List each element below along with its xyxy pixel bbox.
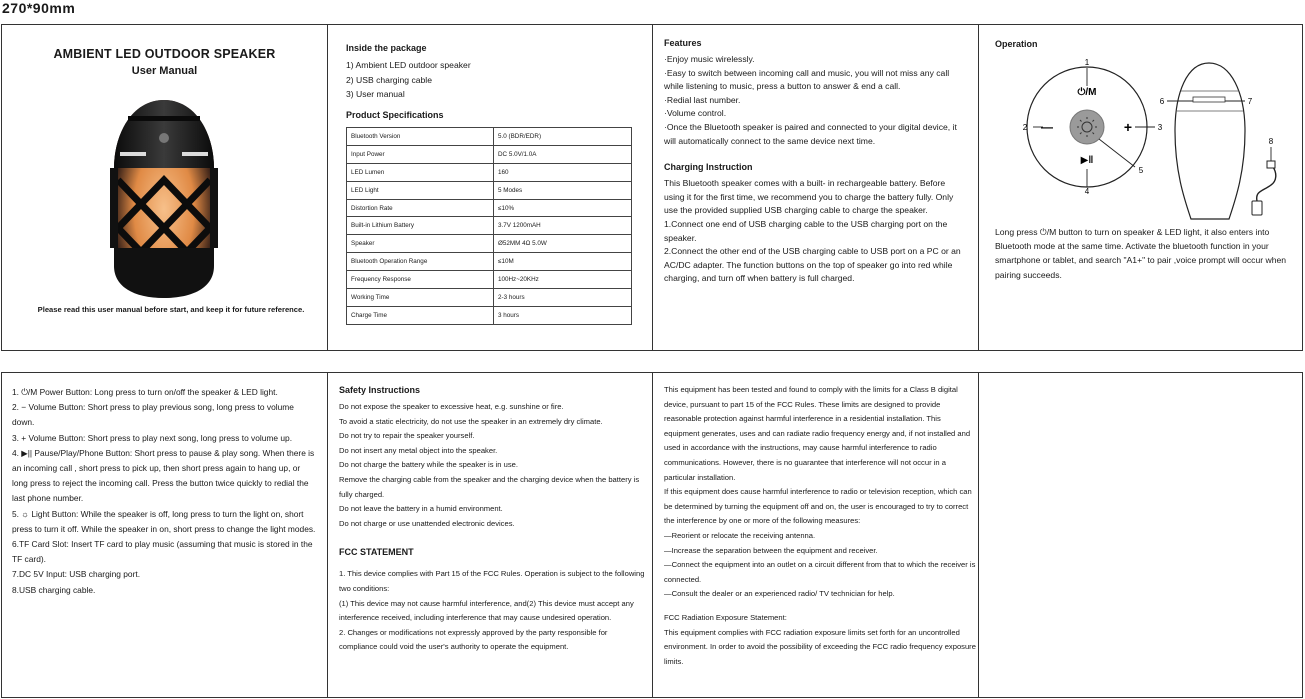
feature-line: ·Redial last number. (664, 94, 741, 105)
spec-value: 5.0 (BDR/EDR) (494, 128, 632, 146)
callout-5: 5 (1138, 166, 1144, 175)
compliance-measure: —Reorient or relocate the receiving antenna. (664, 530, 816, 540)
spec-label: LED Lumen (347, 163, 494, 181)
features-panel (653, 25, 978, 350)
spec-label: Frequency Response (347, 271, 494, 289)
power-mode-icon: ⏻/M (1077, 87, 1097, 98)
cover-title: AMBIENT LED OUTDOOR SPEAKER (53, 47, 276, 61)
spec-value: 5 Modes (494, 181, 632, 199)
spec-row (347, 271, 632, 289)
callout-3: 3 (1157, 123, 1163, 132)
charging-paragraph: This Bluetooth speaker comes with a built- in rechargeable battery. Before using it for the first time, we recommend you to charge the battery fully. Only use the provided supplied USB charging cable to charge the speaker. (664, 178, 954, 216)
package-item: 3) User manual (346, 89, 405, 99)
speaker-product-image (108, 98, 220, 300)
spec-value: Ø52MM 4Ω 5.0W (494, 235, 632, 253)
compliance-measure: —Consult the dealer or an experienced radio/ TV technician for help. (664, 589, 895, 599)
feature-line: ·Once the Bluetooth speaker is paired and connected to your digital device, it will automatically connect to the same device next time. (664, 121, 957, 146)
fcc-line: (1) This device may not cause harmful interference, and(2) This device must accept any interference received, including interference that may cause undesired operation. (339, 598, 634, 623)
button-functions-panel (2, 373, 327, 697)
manual-front-sheet (1, 24, 1303, 351)
spec-row (347, 217, 632, 235)
fcc-line: 1. This device complies with Part 15 of the FCC Rules. Operation is subject to the following two conditions: (339, 569, 645, 593)
button-layout-diagram (995, 51, 1295, 226)
compliance-paragraph: If this equipment does cause harmful interference to radio or television reception, which can be determined by turning the equipment off and on, the user is encouraged to try to correct the interference by one or more of the following measures: (664, 487, 972, 526)
safety-heading: Safety Instructions (339, 385, 421, 395)
package-item: 2) USB charging cable (346, 74, 432, 85)
callout-7: 7 (1247, 97, 1253, 106)
spec-row (347, 181, 632, 199)
specs-heading: Product Specifications (346, 109, 444, 120)
features-heading: Features (664, 38, 702, 48)
play-pause-icon: ▶‖ (1080, 155, 1094, 166)
spec-label: Bluetooth Version (347, 128, 494, 146)
safety-line: Do not insert any metal object into the speaker. (339, 445, 498, 455)
speaker-side-outline (1175, 63, 1245, 219)
charging-paragraph: 1.Connect one end of USB charging cable to the USB charging port on the speaker. (664, 218, 948, 243)
feature-line: ·Easy to switch between incoming call and music, you will not miss any call while listening to music, press a button to answer & end a call. (664, 67, 950, 92)
spec-label: Built-in Lithium Battery (347, 217, 494, 235)
button-function-line: 7.DC 5V Input: USB charging port. (12, 569, 141, 580)
dimension-label: 270*90mm (2, 0, 76, 16)
spec-value: 2-3 hours (494, 289, 632, 307)
blank-panel (979, 373, 1304, 697)
spec-row (347, 199, 632, 217)
operation-instructions: Long press ⏻/M button to turn on speaker & LED light, it also enters into Bluetooth mode at the same time. Activate the bluetooth function in your smartphone or tablet, and search "A1+" to pair ,voice prompt will occur when pairing succeeds. (995, 227, 1287, 280)
feature-line: ·Enjoy music wirelessly. (664, 54, 755, 64)
button-function-line: 3. + Volume Button: Short press to play next song, long press to volume up. (12, 432, 293, 443)
cover-subtitle: User Manual (131, 65, 198, 77)
compliance-paragraph: This equipment has been tested and found to comply with the limits for a Class B digital device, pursuant to part 15 of the FCC Rules. These limits are designed to provide reasonable protection against harmful interference in a residential installation. This equipment generates, uses and can radiate radio frequency energy and, if not installed and used in accordance with the instructions, may cause harmful interference to radio communications. However, there is no guarantee that interference will not occur in a particular installation. (664, 385, 971, 482)
spec-row (347, 306, 632, 324)
usb-cable-icon (1257, 167, 1276, 201)
button-function-line: 1. ⏻/M Power Button: Long press to turn on/off the speaker & LED light. (12, 387, 278, 397)
callout-2: 2 (1022, 123, 1028, 132)
compliance-measure: —Connect the equipment into an outlet on a circuit different from that to which the receiver is connected. (664, 560, 976, 584)
spec-label: Distortion Rate (347, 199, 494, 217)
cover-panel (2, 25, 327, 350)
operation-heading: Operation (995, 39, 1038, 49)
operation-panel (979, 25, 1304, 350)
rf-text: This equipment complies with FCC radiation exposure limits set forth for an uncontrolled environment. In order to avoid the possibility of exceeding the FCC radio frequency exposure limits. (664, 627, 976, 666)
callout-1: 1 (1084, 58, 1090, 67)
feature-line: ·Volume control. (664, 108, 727, 119)
manual-back-sheet (1, 372, 1303, 698)
spec-value: 160 (494, 163, 632, 181)
button-function-line: 6.TF Card Slot: Insert TF card to play music (assuming that music is stored in the TF card). (12, 539, 313, 565)
safety-line: Do not charge the battery while the speaker is in use. (339, 460, 518, 470)
charging-heading: Charging Instruction (664, 162, 753, 173)
spec-table (346, 127, 632, 325)
callout-4: 4 (1084, 187, 1090, 196)
safety-line: Do not try to repair the speaker yourself. (339, 431, 475, 441)
charging-paragraph: 2.Connect the other end of the USB charging cable to USB port on a PC or an AC/DC adapter. The function buttons on the top of speaker go into red while charging, and turn off when battery is full charged. (664, 246, 961, 284)
plus-icon: + (1123, 119, 1133, 135)
fcc-line: 2. Changes or modifications not expressly approved by the party responsible for compliance could void the user's authority to operate the equipment. (339, 627, 608, 652)
spec-row (347, 145, 632, 163)
callout-8: 8 (1268, 137, 1274, 146)
port-panel (1193, 97, 1225, 102)
safety-line: Do not leave the battery in a humid environment. (339, 504, 503, 514)
spec-row (347, 289, 632, 307)
spec-label: LED Light (347, 181, 494, 199)
rf-heading: FCC Radiation Exposure Statement: (664, 612, 787, 622)
spec-label: Bluetooth Operation Range (347, 253, 494, 271)
spec-value: 3.7V 1200mAH (494, 217, 632, 235)
spec-row (347, 253, 632, 271)
spec-label: Speaker (347, 235, 494, 253)
safety-line: To avoid a static electricity, do not use the speaker in an extremely dry climate. (339, 416, 603, 426)
compliance-panel (653, 373, 978, 697)
spec-label: Charge Time (347, 306, 494, 324)
specs-panel (328, 25, 652, 350)
light-button-icon (1070, 110, 1104, 144)
callout-6: 6 (1159, 97, 1165, 106)
button-function-line: 2. − Volume Button: Short press to play previous song, long press to volume down. (12, 402, 294, 428)
safety-panel (328, 373, 652, 697)
button-function-line: 4. ▶|| Pause/Play/Phone Button: Short press to pause & play song. When there is an incoming call , short press to pick up, then short press again to hang up, or long press to reject the incoming call. Press the button twice quickly to redial the last phone number. (12, 447, 315, 504)
spec-value: DC 5.0V/1.0A (494, 145, 632, 163)
button-function-line: 5. ☼ Light Button: While the speaker is off, long press to turn the light on, short press to turn it off. While the speaker in on, short press to change the light modes. (12, 508, 316, 534)
minus-icon: — (1041, 120, 1053, 134)
safety-line: Do not charge or use unattended electronic devices. (339, 518, 515, 528)
compliance-measure: —Increase the separation between the equipment and receiver. (664, 545, 878, 555)
safety-line: Remove the charging cable from the speaker and the charging device when the battery is fully charged. (339, 474, 640, 499)
button-function-line: 8.USB charging cable. (12, 584, 96, 595)
spec-row (347, 235, 632, 253)
spec-value: 100Hz~20KHz (494, 271, 632, 289)
spec-label: Working Time (347, 289, 494, 307)
spec-value: ≤10M (494, 253, 632, 271)
spec-label: Input Power (347, 145, 494, 163)
fcc-heading: FCC STATEMENT (339, 547, 414, 558)
package-item: 1) Ambient LED outdoor speaker (346, 60, 471, 70)
spec-row (347, 163, 632, 181)
package-heading: Inside the package (346, 43, 427, 53)
cover-note: Please read this user manual before start, and keep it for future reference. (37, 305, 305, 314)
safety-line: Do not expose the speaker to excessive heat, e.g. sunshine or fire. (339, 402, 564, 411)
spec-value: 3 hours (494, 306, 632, 324)
spec-row (347, 128, 632, 146)
spec-value: ≤10% (494, 199, 632, 217)
